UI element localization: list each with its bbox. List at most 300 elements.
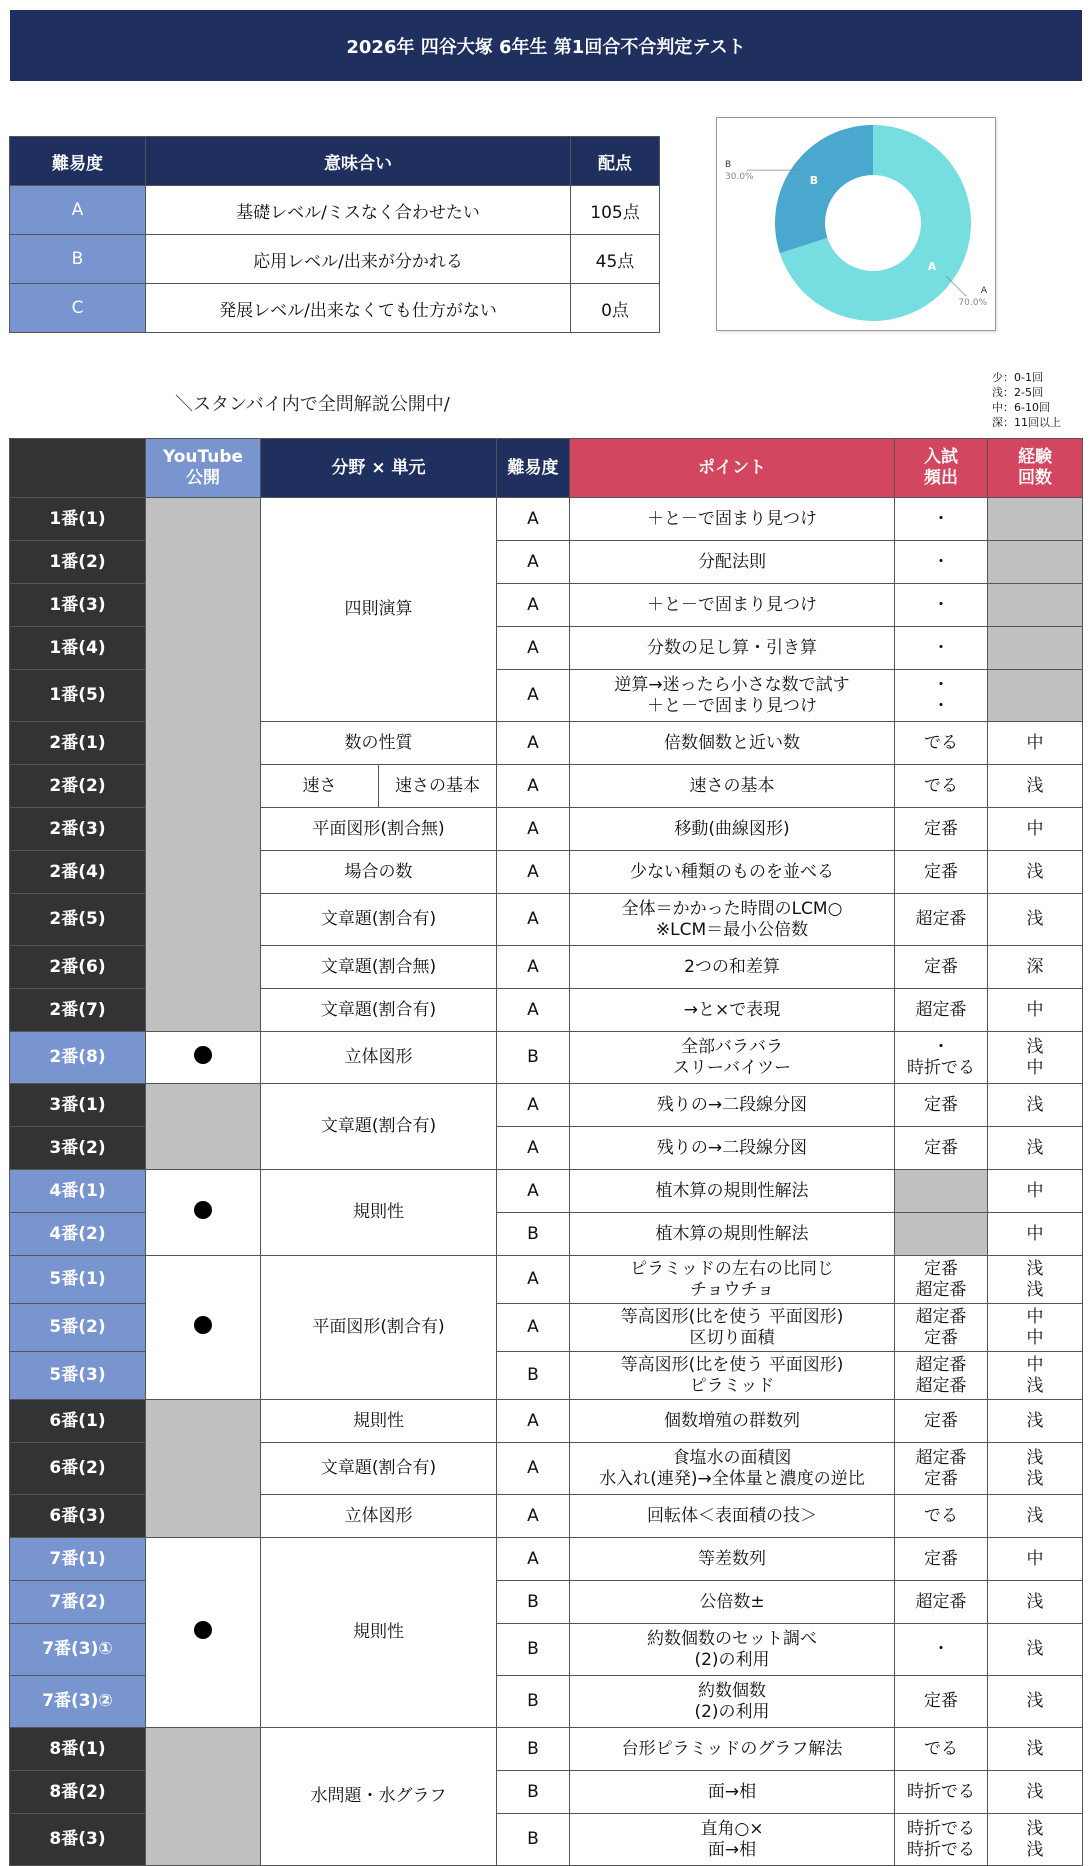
experience-line: 中 <box>1026 1057 1044 1078</box>
point-line: (2)の利用 <box>694 1649 770 1670</box>
frequency-cell <box>895 498 988 541</box>
unit-cell: 規則性 <box>261 1400 497 1443</box>
point-cell <box>570 1304 895 1352</box>
experience-cell <box>988 1676 1083 1728</box>
point-cell <box>570 1443 895 1495</box>
question-number: 3番(1) <box>10 1084 146 1127</box>
point-line: 移動(曲線図形) <box>674 818 790 839</box>
point-cell <box>570 1581 895 1624</box>
experience-cell <box>988 1127 1083 1170</box>
legend-row <box>10 235 660 284</box>
frequency-line: 超定番 <box>915 1447 967 1468</box>
difficulty-cell: A <box>497 808 570 851</box>
experience-cell <box>988 1581 1083 1624</box>
point-cell <box>570 894 895 946</box>
header-difficulty-text: 難易度 <box>507 457 559 478</box>
frequency-line: 定番 <box>924 956 958 977</box>
question-number: 1番(1) <box>10 498 146 541</box>
unit-cell: 平面図形(割合無) <box>261 808 497 851</box>
point-cell <box>570 498 895 541</box>
point-cell <box>570 584 895 627</box>
youtube-published-cell <box>146 1170 261 1256</box>
frequency-cell <box>895 851 988 894</box>
point-cell <box>570 946 895 989</box>
legend-points: 0点 <box>571 284 660 333</box>
experience-cell <box>988 894 1083 946</box>
difficulty-cell: A <box>497 1538 570 1581</box>
point-line: ※LCM＝最小公倍数 <box>655 919 809 940</box>
youtube-published-cell <box>146 1256 261 1400</box>
point-line: 残りの→二段線分図 <box>656 1094 808 1115</box>
frequency-line: ・ <box>932 637 950 658</box>
experience-line: 中 <box>1026 818 1044 839</box>
question-number: 1番(3) <box>10 584 146 627</box>
unit-cell: 文章題(割合有) <box>261 1443 497 1495</box>
experience-line: 中 <box>1026 1180 1044 1201</box>
point-line: 2つの和差算 <box>684 956 780 977</box>
experience-cell <box>988 541 1083 584</box>
point-cell <box>570 1676 895 1728</box>
point-line: 全部バラバラ <box>681 1036 783 1057</box>
frequency-line: 定番 <box>924 1137 958 1158</box>
unit-cell: 文章題(割合無) <box>261 946 497 989</box>
question-analysis-table <box>9 438 1083 1866</box>
youtube-not-published-cell <box>146 498 261 1032</box>
experience-cell <box>988 722 1083 765</box>
legend-points: 45点 <box>571 235 660 284</box>
experience-line: 中 <box>1026 1548 1044 1569</box>
point-line: 等高図形(比を使う 平面図形) <box>620 1354 844 1375</box>
point-line: 全体＝かかった時間のLCM○ <box>621 898 843 919</box>
frequency-line: 超定番 <box>915 1375 967 1396</box>
frequency-cell <box>895 1495 988 1538</box>
donut-leader-line <box>946 276 967 296</box>
point-cell <box>570 1728 895 1771</box>
experience-cell <box>988 1443 1083 1495</box>
legend-level: A <box>10 186 146 235</box>
frequency-line: 定番 <box>924 818 958 839</box>
point-line: ピラミッド <box>689 1375 775 1396</box>
point-cell <box>570 1032 895 1084</box>
point-line: 直角○× <box>700 1818 764 1839</box>
frequency-cell <box>895 584 988 627</box>
difficulty-cell: A <box>497 1400 570 1443</box>
frequency-line: 定番 <box>924 1258 958 1279</box>
question-number: 7番(3)② <box>10 1676 146 1728</box>
frequency-line: 時折でる <box>907 1839 975 1860</box>
experience-line: 浅 <box>1026 1468 1044 1489</box>
legend-row <box>10 186 660 235</box>
question-number: 2番(4) <box>10 851 146 894</box>
frequency-cell <box>895 1581 988 1624</box>
point-line: 個数増殖の群数列 <box>664 1410 800 1431</box>
table-row <box>10 1538 1083 1581</box>
youtube-published-cell <box>146 1032 261 1084</box>
point-cell <box>570 1256 895 1304</box>
experience-line: 浅 <box>1026 1137 1044 1158</box>
difficulty-cell: A <box>497 765 570 808</box>
experience-line: 深 <box>1026 956 1044 977</box>
question-number: 8番(1) <box>10 1728 146 1771</box>
difficulty-legend-table <box>9 136 660 333</box>
unit-cell: 場合の数 <box>261 851 497 894</box>
unit-topic: 速さの基本 <box>379 765 497 808</box>
legend-meaning: 基礎レベル/ミスなく合わせたい <box>146 186 571 235</box>
difficulty-cell: A <box>497 1127 570 1170</box>
unit-cell: 立体図形 <box>261 1495 497 1538</box>
youtube-published-cell <box>146 1538 261 1728</box>
point-cell <box>570 765 895 808</box>
experience-cell <box>988 584 1083 627</box>
frequency-line: 超定番 <box>915 999 967 1020</box>
experience-cell <box>988 851 1083 894</box>
point-line: 植木算の規則性解法 <box>655 1223 809 1244</box>
point-cell <box>570 670 895 722</box>
page-title-banner <box>10 10 1082 81</box>
unit-cell: 文章題(割合有) <box>261 1084 497 1170</box>
question-number: 2番(2) <box>10 765 146 808</box>
question-number: 6番(2) <box>10 1443 146 1495</box>
point-line: 食塩水の面積図 <box>672 1447 792 1468</box>
difficulty-cell: A <box>497 627 570 670</box>
difficulty-cell: A <box>497 670 570 722</box>
frequency-line: ・ <box>932 1639 950 1659</box>
experience-cell <box>988 765 1083 808</box>
point-cell <box>570 851 895 894</box>
frequency-line: 超定番 <box>915 1279 967 1300</box>
unit-cell: 立体図形 <box>261 1032 497 1084</box>
point-cell <box>570 1538 895 1581</box>
frequency-line: 超定番 <box>915 909 967 929</box>
frequency-line: 定番 <box>924 1691 958 1711</box>
experience-line: 浅 <box>1026 1781 1044 1802</box>
unit-cell: 文章題(割合有) <box>261 894 497 946</box>
legend-points: 105点 <box>571 186 660 235</box>
difficulty-cell: A <box>497 1170 570 1213</box>
unit-cell: 規則性 <box>261 1170 497 1256</box>
frequency-line: ・ <box>932 1036 950 1057</box>
difficulty-cell: A <box>497 1084 570 1127</box>
point-line: 水入れ(連発)→全体量と濃度の逆比 <box>599 1468 865 1489</box>
point-line: スリーバイツー <box>672 1057 792 1078</box>
page-title: 2026年 四谷大塚 6年生 第1回合不合判定テスト <box>346 36 746 58</box>
table-row <box>10 1032 1083 1084</box>
published-dot-icon <box>194 1046 212 1064</box>
experience-line: 中 <box>1026 732 1044 753</box>
point-cell <box>570 1624 895 1676</box>
experience-cell <box>988 1771 1083 1814</box>
experience-cell <box>988 808 1083 851</box>
header-youtube-text: 公開 <box>186 468 220 488</box>
point-line: ピラミッドの左右の比同じ <box>630 1258 834 1279</box>
question-number: 1番(4) <box>10 627 146 670</box>
frequency-cell <box>895 946 988 989</box>
point-line: 逆算→迷ったら小さな数で試す <box>614 674 850 695</box>
point-line: 少ない種類のものを並べる <box>630 861 834 882</box>
experience-line: 浅 <box>1026 1505 1044 1526</box>
experience-cell <box>988 1304 1083 1352</box>
point-line: ＋と－で固まり見つけ <box>647 508 817 529</box>
experience-line: 中 <box>1026 999 1044 1020</box>
frequency-line: ・ <box>932 508 950 529</box>
frequency-cell <box>895 894 988 946</box>
table-header-row <box>10 439 1083 498</box>
experience-line: 浅 <box>1026 1036 1044 1057</box>
published-dot-icon <box>194 1201 212 1219</box>
frequency-cell <box>895 722 988 765</box>
donut-category-label: A <box>980 285 987 296</box>
unit-cell: 文章題(割合有) <box>261 989 497 1032</box>
donut-slice-B <box>775 125 873 253</box>
difficulty-cell: A <box>497 541 570 584</box>
experience-line: 浅 <box>1026 1639 1044 1659</box>
experience-cell <box>988 627 1083 670</box>
point-line: 等高図形(比を使う 平面図形) <box>620 1306 844 1327</box>
difficulty-cell: A <box>497 584 570 627</box>
experience-cell <box>988 498 1083 541</box>
difficulty-cell: A <box>497 1304 570 1352</box>
experience-cell <box>988 1213 1083 1256</box>
experience-line: 浅 <box>1026 1094 1044 1115</box>
unit-cell: 数の性質 <box>261 722 497 765</box>
experience-line: 中 <box>1026 1354 1044 1375</box>
legend-header-row <box>10 137 660 186</box>
key-item: 深：11回以上 <box>992 416 1061 429</box>
frequency-cell <box>895 1676 988 1728</box>
header-frequency-text: 頻出 <box>924 468 958 488</box>
experience-cell <box>988 1728 1083 1771</box>
youtube-not-published-cell <box>146 1084 261 1170</box>
experience-cell <box>988 1495 1083 1538</box>
point-cell <box>570 722 895 765</box>
legend-row <box>10 284 660 333</box>
question-number: 1番(5) <box>10 670 146 722</box>
frequency-cell <box>895 989 988 1032</box>
experience-cell <box>988 1352 1083 1400</box>
point-line: 速さの基本 <box>689 775 775 796</box>
header-unit-text: 分野 × 単元 <box>331 457 426 478</box>
frequency-line: 時折でる <box>907 1781 975 1802</box>
header-difficulty <box>497 439 570 498</box>
frequency-cell <box>895 627 988 670</box>
header-youtube <box>146 439 261 498</box>
experience-line: 浅 <box>1026 1410 1044 1431</box>
question-number: 8番(3) <box>10 1814 146 1866</box>
published-dot-icon <box>194 1316 212 1334</box>
experience-line: 浅 <box>1026 1818 1044 1839</box>
donut-percent-label: 30.0% <box>725 172 754 183</box>
frequency-cell <box>895 808 988 851</box>
donut-slice-label: A <box>927 259 937 273</box>
point-line: 倍数個数と近い数 <box>664 732 800 753</box>
frequency-cell <box>895 1624 988 1676</box>
point-cell <box>570 808 895 851</box>
score-share-donut-chart <box>716 117 996 331</box>
point-line: 台形ピラミッドのグラフ解法 <box>621 1738 843 1759</box>
frequency-cell <box>895 1256 988 1304</box>
point-cell <box>570 1814 895 1866</box>
donut-chart-svg <box>717 118 995 330</box>
header-question <box>10 439 146 498</box>
point-line: 約数個数のセット調べ <box>647 1628 817 1649</box>
frequency-cell <box>895 1771 988 1814</box>
experience-cell <box>988 1814 1083 1866</box>
unit-cell: 四則演算 <box>261 498 497 722</box>
frequency-cell <box>895 1127 988 1170</box>
experience-line: 浅 <box>1026 1375 1044 1396</box>
question-number: 4番(1) <box>10 1170 146 1213</box>
question-number: 7番(2) <box>10 1581 146 1624</box>
frequency-line: ・ <box>932 594 950 615</box>
question-number: 4番(2) <box>10 1213 146 1256</box>
difficulty-cell: A <box>497 894 570 946</box>
difficulty-cell: B <box>497 1581 570 1624</box>
point-cell <box>570 541 895 584</box>
table-row <box>10 1256 1083 1304</box>
point-line: →と×で表現 <box>683 999 781 1020</box>
point-cell <box>570 1352 895 1400</box>
experience-line: 浅 <box>1026 861 1044 882</box>
point-cell <box>570 989 895 1032</box>
point-line: 分数の足し算・引き算 <box>647 637 817 658</box>
difficulty-cell: A <box>497 498 570 541</box>
difficulty-cell: A <box>497 946 570 989</box>
header-frequency-text: 入試 <box>924 447 958 467</box>
header-experience <box>988 439 1083 498</box>
difficulty-cell: A <box>497 1443 570 1495</box>
frequency-line: 定番 <box>924 1468 958 1489</box>
header-youtube-text: YouTube <box>162 447 244 467</box>
experience-cell <box>988 670 1083 722</box>
published-dot-icon <box>194 1621 212 1639</box>
frequency-line: 定番 <box>924 1548 958 1569</box>
table-row <box>10 1084 1083 1127</box>
point-cell <box>570 1170 895 1213</box>
difficulty-cell: A <box>497 1256 570 1304</box>
key-item: 浅：2-5回 <box>992 386 1043 399</box>
experience-line: 浅 <box>1026 775 1044 796</box>
legend-level: B <box>10 235 146 284</box>
question-number: 1番(2) <box>10 541 146 584</box>
question-number: 6番(3) <box>10 1495 146 1538</box>
point-line: (2)の利用 <box>694 1701 770 1722</box>
frequency-line: でる <box>924 1738 958 1759</box>
point-line: 等差数列 <box>698 1548 766 1569</box>
experience-cell <box>988 1084 1083 1127</box>
header-experience-text: 回数 <box>1018 468 1052 488</box>
experience-cell <box>988 1170 1083 1213</box>
table-row <box>10 1170 1083 1213</box>
experience-line: 中 <box>1026 1306 1044 1327</box>
frequency-line: でる <box>924 1505 958 1526</box>
frequency-cell <box>895 1400 988 1443</box>
frequency-line: ・ <box>932 695 950 716</box>
frequency-cell <box>895 1728 988 1771</box>
experience-cell <box>988 989 1083 1032</box>
frequency-cell <box>895 1814 988 1866</box>
unit-field: 速さ <box>261 765 379 808</box>
frequency-cell <box>895 1032 988 1084</box>
donut-category-label: B <box>725 160 732 171</box>
point-cell <box>570 627 895 670</box>
key-item: 少：0-1回 <box>992 371 1043 384</box>
unit-cell: 規則性 <box>261 1538 497 1728</box>
frequency-line: ・ <box>932 674 950 695</box>
donut-percent-label: 70.0% <box>958 297 987 308</box>
frequency-line: 超定番 <box>915 1591 967 1612</box>
frequency-cell <box>895 1213 988 1256</box>
frequency-line: 定番 <box>924 1410 958 1431</box>
point-cell <box>570 1084 895 1127</box>
legend-level: C <box>10 284 146 333</box>
frequency-line: 定番 <box>924 1094 958 1115</box>
header-frequency <box>895 439 988 498</box>
experience-key <box>992 370 1061 430</box>
point-line: チョウチョ <box>690 1279 774 1300</box>
header-unit <box>261 439 497 498</box>
experience-line: 浅 <box>1026 1738 1044 1759</box>
experience-cell <box>988 1624 1083 1676</box>
point-cell <box>570 1127 895 1170</box>
experience-line: 浅 <box>1026 1839 1044 1860</box>
frequency-cell <box>895 1304 988 1352</box>
experience-line: 中 <box>1026 1223 1044 1244</box>
youtube-not-published-cell <box>146 1728 261 1866</box>
question-number: 7番(1) <box>10 1538 146 1581</box>
header-experience-text: 経験 <box>1018 447 1052 467</box>
difficulty-cell: B <box>497 1676 570 1728</box>
difficulty-cell: A <box>497 722 570 765</box>
point-line: 面→相 <box>707 1839 757 1860</box>
point-cell <box>570 1495 895 1538</box>
frequency-cell <box>895 1443 988 1495</box>
difficulty-cell: B <box>497 1771 570 1814</box>
experience-cell <box>988 946 1083 989</box>
frequency-cell <box>895 1538 988 1581</box>
point-line: ＋と－で固まり見つけ <box>647 695 817 716</box>
header-point-text: ポイント <box>698 457 766 478</box>
table-row <box>10 1400 1083 1443</box>
frequency-cell <box>895 765 988 808</box>
point-cell <box>570 1400 895 1443</box>
experience-line: 中 <box>1026 1327 1044 1348</box>
youtube-not-published-cell <box>146 1400 261 1538</box>
difficulty-cell: A <box>497 989 570 1032</box>
point-line: 公倍数± <box>699 1591 765 1612</box>
frequency-line: でる <box>924 732 958 753</box>
question-number: 7番(3)① <box>10 1624 146 1676</box>
experience-line: 浅 <box>1026 909 1044 929</box>
legend-header-points: 配点 <box>571 137 660 186</box>
frequency-line: 超定番 <box>915 1354 967 1375</box>
frequency-cell <box>895 541 988 584</box>
experience-line: 浅 <box>1026 1447 1044 1468</box>
question-number: 5番(3) <box>10 1352 146 1400</box>
point-line: 植木算の規則性解法 <box>655 1180 809 1201</box>
donut-slice-label: B <box>809 174 819 188</box>
key-item: 中：6-10回 <box>992 401 1050 414</box>
question-number: 3番(2) <box>10 1127 146 1170</box>
legend-header-meaning: 意味合い <box>146 137 571 186</box>
legend-meaning: 発展レベル/出来なくても仕方がない <box>146 284 571 333</box>
frequency-line: でる <box>924 775 958 796</box>
question-number: 5番(2) <box>10 1304 146 1352</box>
frequency-line: 定番 <box>924 861 958 882</box>
experience-cell <box>988 1032 1083 1084</box>
point-cell <box>570 1771 895 1814</box>
point-cell <box>570 1213 895 1256</box>
experience-line: 浅 <box>1026 1258 1044 1279</box>
